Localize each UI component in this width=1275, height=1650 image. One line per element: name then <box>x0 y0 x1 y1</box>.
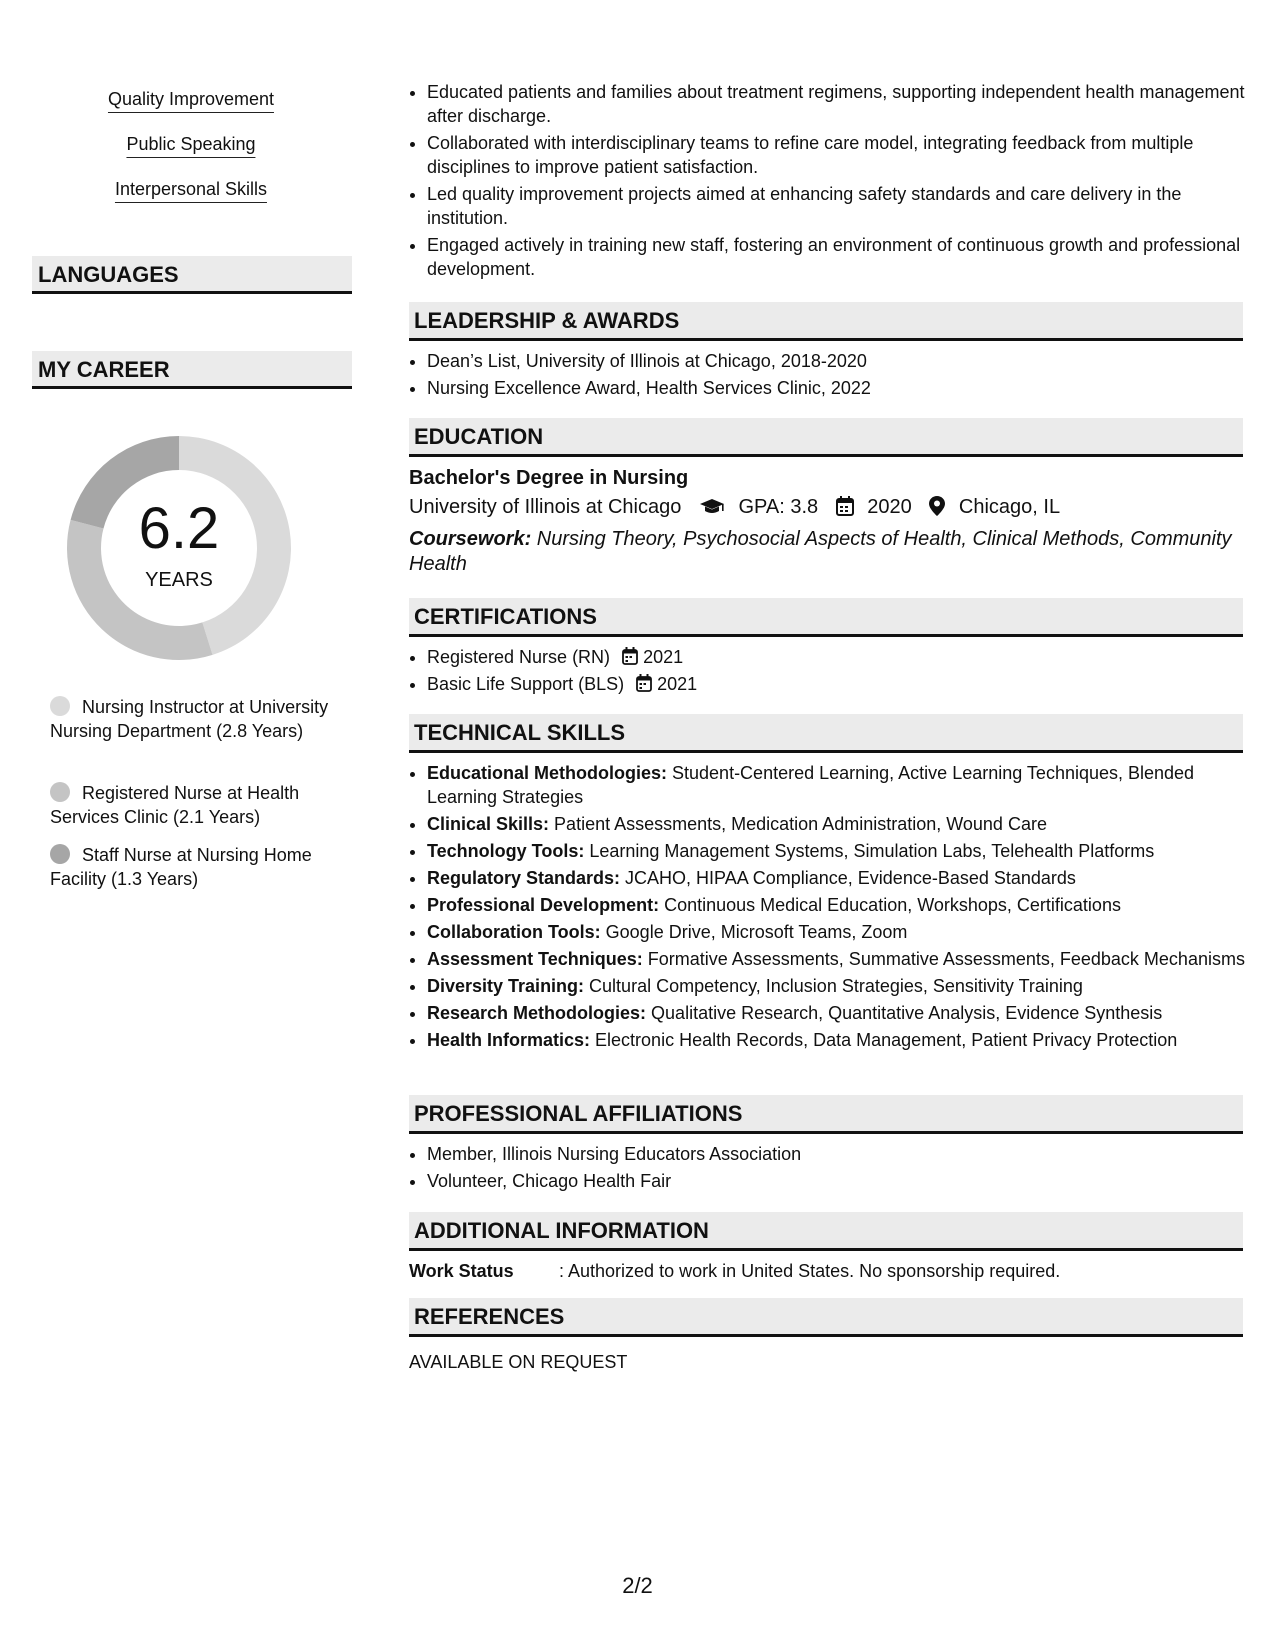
school-name: University of Illinois at Chicago <box>409 496 682 518</box>
career-unit: YEARS <box>145 569 213 591</box>
cert-year: 2021 <box>657 674 698 694</box>
skill-value: Formative Assessments, Summative Assessments, Feedback Mechanisms <box>642 949 1245 969</box>
list-item <box>427 1001 1261 1025</box>
skill-value: Patient Assessments, Medication Administration, Wound Care <box>549 814 1047 834</box>
career-legend-item <box>50 695 340 743</box>
list-item: • Led quality improvement projects aimed at enhancing safety standards and care delivery in the institution. <box>427 182 1261 230</box>
list-item: • Member, Illinois Nursing Educators Association <box>427 1142 1261 1166</box>
calendar-icon <box>622 647 638 665</box>
cert-year: 2021 <box>643 647 684 667</box>
skill-label: Clinical Skills: <box>427 814 550 834</box>
list-item: • Engaged actively in training new staff, fostering an environment of continuous growth and professional development. <box>427 233 1261 281</box>
cert-name: Basic Life Support (BLS) <box>427 674 625 694</box>
list-item <box>427 645 1261 669</box>
list-item <box>427 1028 1261 1052</box>
list-item <box>427 920 1261 944</box>
work-status-label: Work Status <box>409 1261 514 1281</box>
list-item: • Dean’s List, University of Illinois at Chicago, 2018-2020 <box>427 349 1261 373</box>
career-heading: MY CAREER <box>32 351 352 389</box>
affiliations-list <box>409 1142 1261 1196</box>
list-item <box>427 893 1261 917</box>
leadership-heading: LEADERSHIP & AWARDS <box>409 302 1243 341</box>
skill-value: Learning Management Systems, Simulation Labs, Telehealth Platforms <box>584 841 1155 861</box>
skill-label: Research Methodologies: <box>427 1003 647 1023</box>
list-item <box>427 761 1261 809</box>
additional-info-heading: ADDITIONAL INFORMATION <box>409 1212 1243 1251</box>
skill-label: Assessment Techniques: <box>427 949 643 969</box>
skill-value: Google Drive, Microsoft Teams, Zoom <box>600 922 908 942</box>
career-legend-label: Registered Nurse at Health Services Clinic (2.1 Years) <box>50 783 300 827</box>
references-text: AVAILABLE ON REQUEST <box>409 1352 628 1372</box>
work-status-value: : Authorized to work in United States. No sponsorship required. <box>559 1261 1061 1281</box>
list-item: • Nursing Excellence Award, Health Services Clinic, 2022 <box>427 376 1261 400</box>
list-item <box>427 866 1261 890</box>
skill-tag: Interpersonal Skills <box>115 177 267 203</box>
coursework-label: Coursework: <box>409 528 532 550</box>
coursework <box>409 527 1243 577</box>
career-legend-item <box>50 781 340 829</box>
technical-skills-list <box>409 761 1261 1055</box>
calendar-icon <box>636 674 652 692</box>
skill-label: Diversity Training: <box>427 976 585 996</box>
cert-name: Registered Nurse (RN) <box>427 647 611 667</box>
graduation-cap-icon <box>699 498 725 516</box>
list-item: • Volunteer, Chicago Health Fair <box>427 1169 1261 1193</box>
education-location: Chicago, IL <box>958 496 1061 518</box>
certifications-heading: CERTIFICATIONS <box>409 598 1243 637</box>
skill-tag: Public Speaking <box>126 132 255 158</box>
skill-value: Electronic Health Records, Data Management, Patient Privacy Protection <box>590 1030 1178 1050</box>
calendar-icon <box>836 496 854 516</box>
skill-label: Regulatory Standards: <box>427 868 621 888</box>
career-legend-item <box>50 843 340 891</box>
skill-value: Student-Centered Learning, Active Learning Techniques, Blended Learning Strategies <box>427 763 1195 807</box>
skill-label: Technology Tools: <box>427 841 585 861</box>
page-number: 2/2 <box>622 1573 653 1598</box>
career-legend-label: Staff Nurse at Nursing Home Facility (1.3 Years) <box>50 845 312 889</box>
career-total: 6.2 <box>138 496 220 561</box>
skill-label: Health Informatics: <box>427 1030 591 1050</box>
legend-dot <box>50 696 70 716</box>
gpa: GPA: 3.8 <box>738 496 819 518</box>
work-status <box>409 1259 1060 1283</box>
graduation-year: 2020 <box>867 496 912 518</box>
legend-dot <box>50 782 70 802</box>
skill-value: Cultural Competency, Inclusion Strategies, Sensitivity Training <box>584 976 1083 996</box>
list-item <box>427 839 1261 863</box>
degree-title: Bachelor's Degree in Nursing <box>409 467 689 489</box>
list-item <box>427 672 1261 696</box>
skill-value: JCAHO, HIPAA Compliance, Evidence-Based Standards <box>620 868 1076 888</box>
skill-value: Qualitative Research, Quantitative Analysis, Evidence Synthesis <box>646 1003 1163 1023</box>
career-donut-chart <box>64 433 294 663</box>
references-heading: REFERENCES <box>409 1298 1243 1337</box>
skill-label: Professional Development: <box>427 895 660 915</box>
certifications-list <box>409 645 1261 699</box>
coursework-text: Nursing Theory, Psychosocial Aspects of Health, Clinical Methods, Community Health <box>409 528 1232 575</box>
list-item <box>427 947 1261 971</box>
skill-tag: Quality Improvement <box>108 87 274 113</box>
career-legend-label: Nursing Instructor at University Nursing Department (2.8 Years) <box>50 697 329 741</box>
leadership-list <box>409 349 1261 403</box>
list-item: • Educated patients and families about treatment regimens, supporting independent health management after discharge. <box>427 80 1261 128</box>
list-item <box>427 974 1261 998</box>
education-heading: EDUCATION <box>409 418 1243 457</box>
skill-label: Collaboration Tools: <box>427 922 601 942</box>
list-item <box>427 812 1261 836</box>
education-details <box>409 494 1060 520</box>
skill-value: Continuous Medical Education, Workshops, Certifications <box>659 895 1121 915</box>
affiliations-heading: PROFESSIONAL AFFILIATIONS <box>409 1095 1243 1134</box>
legend-dot <box>50 844 70 864</box>
languages-heading: LANGUAGES <box>32 256 352 294</box>
skill-label: Educational Methodologies: <box>427 763 668 783</box>
experience-bullets <box>409 80 1261 284</box>
location-pin-icon <box>929 496 945 516</box>
list-item: • Collaborated with interdisciplinary teams to refine care model, integrating feedback from multiple disciplines to improve patient satisfaction. <box>427 131 1261 179</box>
technical-skills-heading: TECHNICAL SKILLS <box>409 714 1243 753</box>
